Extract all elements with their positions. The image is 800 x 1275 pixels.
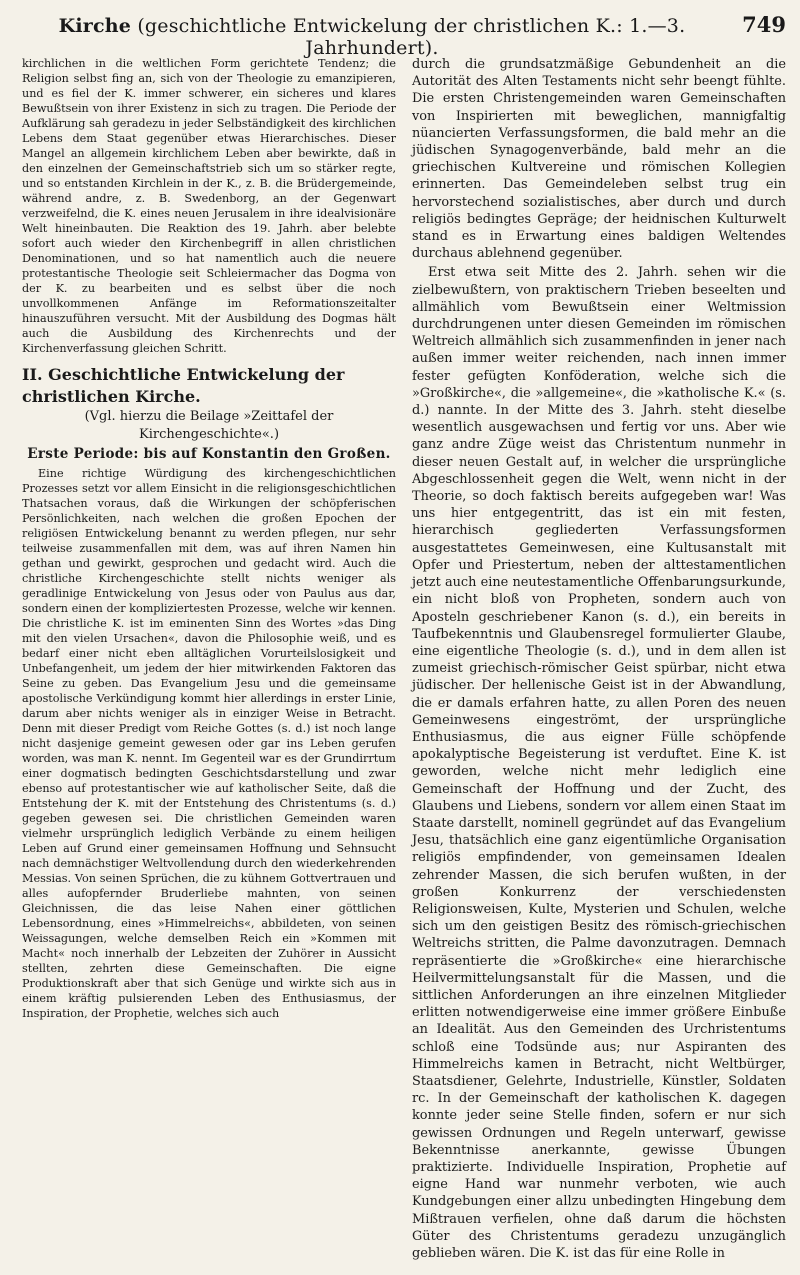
text-columns	[22, 56, 786, 1262]
header-headword: Kirche	[58, 15, 132, 37]
section-heading: II. Geschichtliche Entwickelung der christlichen Kirche.	[22, 365, 345, 406]
header-title-rest: (geschichtliche Entwickelung der christlichen K.: 1.—3. Jahrhundert).	[137, 15, 686, 59]
section-note: (Vgl. hierzu die Beilage »Zeittafel der Kirchengeschichte«.)	[84, 409, 334, 442]
right-paragraph-1: durch die grundsatzmäßige Gebundenheit an die Autorität des Alten Testaments nicht sehr beengt fühlte. Die ersten Christengemeinden waren Gemeinschaften von Inspirierten mit beweglichen, mannigfaltig nüancierten Verfassungsformen, die bald mehr an die jüdischen Synagogenverbände, bald mehr an die griechischen Kultvereine und römischen Kollegien erinnerten. Das Gemeindeleben selbst trug ein hervorstechend sozialistisches, aber durch und durch religiös bedingtes Gepräge; der heidnischen Kulturwelt stand es in Erwartung eines baldigen Weltendes durchaus ablehnend gegenüber.	[412, 57, 786, 262]
header-title	[22, 15, 722, 59]
right-column	[412, 56, 786, 1262]
left-paragraph-2: Eine richtige Würdigung des kirchengeschichtlichen Prozesses setzt vor allem Einsicht in die religionsgeschichtlichen Thatsachen voraus, daß die Wirkungen der schöpferischen Persönlichkeiten, nach welchen die großen Epochen der religiösen Entwickelung benannt zu werden pflegen, nur sehr teilweise zusammenfallen mit dem, was auf ihren Namen hin gethan und gewirkt, gesprochen und gedacht wird. Auch die christliche Kirchengeschichte stellt nichts weniger als geradlinige Entwickelung von Jesus oder von Paulus aus dar, sondern einen der kompliziertesten Prozesse, welche wir kennen. Die christliche K. ist im eminenten Sinn des Wortes »das Ding mit den vielen Ursachen«, davon die Philosophie weiß, und es bedarf einer nicht eben alltäglichen Vorurteilslosigkeit und Unbefangenheit, um jedem der hier mitwirkenden Faktoren das Seine zu geben. Das Evangelium Jesu und die gemeinsame apostolische Verkündigung kommt hier allerdings in erster Linie, darum aber nichts weniger als in einziger Weise in Betracht. Denn mit dieser Predigt vom Reiche Gottes (s. d.) ist noch lange nicht dasjenige gemeint gewesen oder gar ins Leben gerufen worden, was man K. nennt. Im Gegenteil war es der Grundirrtum einer dogmatisch bedingten Geschichtsdarstellung und zwar ebenso auf protestantischer wie auf katholischer Seite, daß die Entstehung der K. mit der Entstehung des Christentums (s. d.) gegeben gewesen sei. Die christlichen Gemeinden waren vielmehr ursprünglich lediglich Verbände zu einem heiligen Leben auf Grund einer gemeinsamen Hoffnung und Sehnsucht nach demnächstiger Weltvollendung durch den wiederkehrenden Messias. Von seinen Sprüchen, die zu kühnem Gottvertrauen und alles aufopfernder Bruderliebe mahnten, von seinen Gleichnissen, die das leise Nahen einer göttlichen Lebensordnung, eines »Himmelreichs«, abbildeten, von seinen Weissagungen, welche demselben Reich ein »Kommen mit Macht« noch innerhalb der Lebzeiten der Zuhörer in Aussicht stellten, zehrten diese Gemeinschaften. Die eigne Produktionskraft aber that sich Genüge und wirkte sich aus in einem kräftig pulsierenden Leben des Enthusiasmus, der Inspiration, der Prophetie, welches sich auch	[22, 467, 396, 1020]
left-paragraph-1: kirchlichen in die weltlichen Form gerichtete Tendenz; die Religion selbst fing an, sich von der Theologie zu emanzipieren, und es fiel der K. immer schwerer, ein sicheres und klares Bewußtsein von ihrer Existenz in sich zu tragen. Die Periode der Aufklärung sah geradezu in jeder Selbständigkeit des kirchlichen Lebens dem Staat gegenüber etwas Hierarchisches. Dieser Mangel an allgemein kirchlichem Leben aber bewirkte, daß in den einzelnen der Gemeinschaftstrieb sich um so stärker regte, und so entstanden Kirchlein in der K., z. B. die Brüdergemeinde, während andre, z. B. Swedenborg, an der Gegenwart verzweifelnd, die K. eines neuen Jerusalem in ihre idealvisionäre Welt hineinbauten. Die Reaktion des 19. Jahrh. aber belebte sofort auch wieder den Kirchenbegriff in allen christlichen Denominationen, und so hat namentlich auch die neuere protestantische Theologie seit Schleiermacher das Dogma von der K. zu bearbeiten und es selbst über die noch unvollkommenen Anfänge im Reformationszeitalter hinauszuführen versucht. Mit der Ausbildung des Dogmas hält auch die Ausbildung des Kirchenrechts und der Kirchenverfassung gleichen Schritt.	[22, 57, 396, 355]
right-paragraph-2: Erst etwa seit Mitte des 2. Jahrh. sehen wir die zielbewußtern, von praktischern Trieben beseelten und allmählich vom Bewußtsein einer Weltmission durchdrungenen unter diesen Gemeinden im römischen Weltreich allmählich sich zusammenfinden in jener nach außen immer weiter reichenden, nach innen immer fester gefügten Konföderation, welche sich die »Großkirche«, die »allgemeine«, die »katholische K.« (s. d.) nannte. In der Mitte des 3. Jahrh. steht dieselbe wesentlich ausgewachsen und fertig vor uns. Aber wie ganz andre Züge weist das Christentum nunmehr in dieser neuen Gestalt auf, in welcher die ursprüngliche Abgeschlossenheit gegen die Welt, wenn nicht in der Theorie, so doch faktisch bereits aufgegeben war! Was uns hier entgegentritt, das ist ein mit festen, hierarchisch gegliederten Verfassungsformen ausgestattetes Gemeinwesen, eine Kultusanstalt mit Opfer und Priestertum, neben der alttestamentlichen jetzt auch eine neutestamentliche Offenbarungsurkunde, ein nicht bloß von Propheten, sondern auch von Aposteln geschriebener Kanon (s. d.), ein bereits in Taufbekenntnis und Glaubensregel formulierter Glaube, eine eigentliche Theologie (s. d.), und in dem allen ist zumeist griechisch-römischer Geist spürbar, nicht etwa jüdischer. Der hellenische Geist ist in der Abwandlung, die er damals erfahren hatte, zu allen Poren des neuen Gemeinwesens eingeströmt, der ursprüngliche Enthusiasmus, die aus eigner Fülle schöpfende apokalyptische Begeisterung ist verduftet. Eine K. ist geworden, welche nicht mehr lediglich eine Gemeinschaft der Hoffnung und der Zucht, des Glaubens und Liebens, sondern vor allem einen Staat im Staate darstellt, nominell gegründet auf das Evangelium Jesu, thatsächlich eine ganz eigentümliche Organisation religiös empfindender, von gemeinsamen Idealen zehrender Massen, die sich berufen wußten, in der großen Konkurrenz der verschiedensten Religionsweisen, Kulte, Mysterien und Schulen, welche sich um den geistigen Besitz des römisch-griechischen Weltreichs stritten, die Palme davonzutragen. Demnach repräsentierte die »Großkirche« eine hierarchische Heilvermittelungsanstalt für die Massen, und die sittlichen Anforderungen an ihre einzelnen Mitglieder erlitten notwendigerweise eine immer größere Einbuße an Idealität. Aus den Gemeinden des Urchristentums schloß eine Todsünde aus; nur Aspiranten des Himmelreichs kamen in Betracht, nicht Weltbürger, Staatsdiener, Gelehrte, Industrielle, Künstler, Soldaten rc. In der Gemeinschaft der katholischen K. dagegen konnte jeder seine Stelle finden, sofern er nur sich gewissen Ordnungen und Regeln unterwarf, gewisse Bekenntnisse anerkannte, gewisse Übungen praktizierte. Individuelle Inspiration, Prophetie auf eigne Hand war nunmehr verboten, wie auch Kundgebungen einer allzu unbedingten Hingebung dem Mißtrauen verfielen, ohne daß darum die höchsten Güter des Christentums geradezu unzugänglich geblieben wären. Die K. ist das für eine Rolle in	[412, 265, 786, 1262]
running-header	[22, 12, 786, 59]
document-page	[22, 12, 786, 1264]
left-column	[22, 56, 396, 1262]
page-number: 749	[742, 12, 786, 37]
period-heading: Erste Periode: bis auf Konstantin den Großen.	[27, 446, 391, 462]
